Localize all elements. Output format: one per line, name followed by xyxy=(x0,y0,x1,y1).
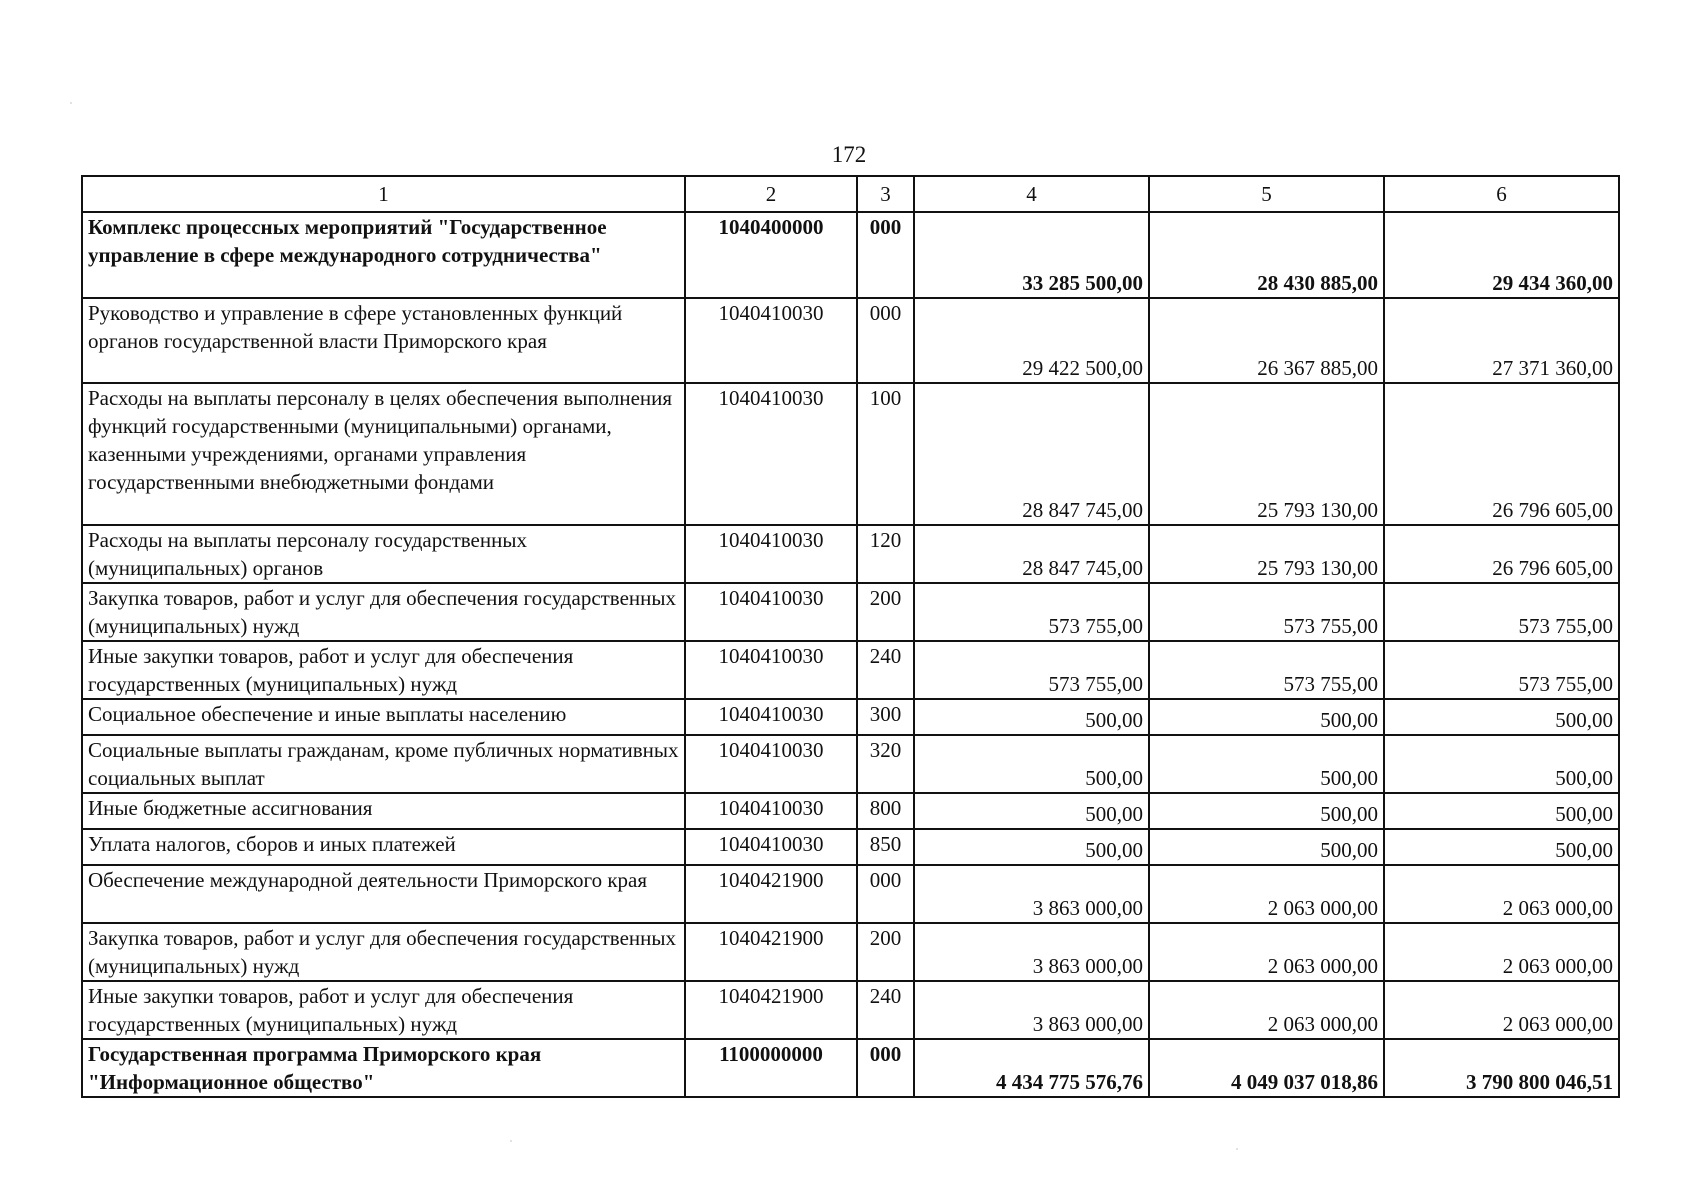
row-amount-col5: 500,00 xyxy=(1149,829,1384,865)
row-amount-col6: 29 434 360,00 xyxy=(1384,212,1619,298)
column-header: 5 xyxy=(1149,176,1384,212)
table-row xyxy=(82,735,1619,793)
scan-speck xyxy=(1236,1148,1238,1150)
table-row xyxy=(82,383,1619,525)
row-expense-type: 200 xyxy=(857,583,914,641)
table-row xyxy=(82,829,1619,865)
row-target-code: 1040410030 xyxy=(685,735,857,793)
row-amount-col6: 26 796 605,00 xyxy=(1384,383,1619,525)
row-expense-type: 320 xyxy=(857,735,914,793)
row-description: Государственная программа Приморского края "Информационное общество" xyxy=(82,1039,685,1097)
row-amount-col5: 2 063 000,00 xyxy=(1149,923,1384,981)
row-description: Комплекс процессных мероприятий "Государственное управление в сфере международного сотрудничества" xyxy=(82,212,685,298)
row-expense-type: 800 xyxy=(857,793,914,829)
row-amount-col5: 28 430 885,00 xyxy=(1149,212,1384,298)
page-number: 172 xyxy=(831,142,867,167)
row-target-code: 1040410030 xyxy=(685,641,857,699)
row-expense-type: 300 xyxy=(857,699,914,735)
row-target-code: 1040421900 xyxy=(685,923,857,981)
row-expense-type: 000 xyxy=(857,865,914,923)
row-description: Расходы на выплаты персоналу в целях обеспечения выполнения функций государственными (муниципальными) органами, казенными учреждениями, органами управления государственными внебюджетными фондами xyxy=(82,383,685,525)
row-amount-col4: 500,00 xyxy=(914,699,1149,735)
row-amount-col5: 2 063 000,00 xyxy=(1149,865,1384,923)
row-amount-col5: 25 793 130,00 xyxy=(1149,383,1384,525)
row-amount-col5: 500,00 xyxy=(1149,735,1384,793)
row-expense-type: 850 xyxy=(857,829,914,865)
row-amount-col6: 2 063 000,00 xyxy=(1384,981,1619,1039)
row-description: Иные бюджетные ассигнования xyxy=(82,793,685,829)
row-target-code: 1040410030 xyxy=(685,699,857,735)
row-target-code: 1040400000 xyxy=(685,212,857,298)
row-target-code: 1040410030 xyxy=(685,298,857,383)
row-amount-col5: 573 755,00 xyxy=(1149,583,1384,641)
column-header: 4 xyxy=(914,176,1149,212)
row-amount-col4: 573 755,00 xyxy=(914,583,1149,641)
table-row xyxy=(82,981,1619,1039)
row-amount-col6: 573 755,00 xyxy=(1384,583,1619,641)
row-amount-col4: 573 755,00 xyxy=(914,641,1149,699)
row-amount-col6: 2 063 000,00 xyxy=(1384,923,1619,981)
row-expense-type: 120 xyxy=(857,525,914,583)
row-target-code: 1040410030 xyxy=(685,383,857,525)
row-amount-col6: 3 790 800 046,51 xyxy=(1384,1039,1619,1097)
row-amount-col4: 500,00 xyxy=(914,735,1149,793)
row-description: Руководство и управление в сфере установленных функций органов государственной власти Приморского края xyxy=(82,298,685,383)
row-target-code: 1040421900 xyxy=(685,865,857,923)
row-amount-col4: 28 847 745,00 xyxy=(914,383,1149,525)
table-row xyxy=(82,793,1619,829)
row-expense-type: 240 xyxy=(857,981,914,1039)
row-target-code: 1040410030 xyxy=(685,583,857,641)
row-target-code: 1100000000 xyxy=(685,1039,857,1097)
row-expense-type: 000 xyxy=(857,1039,914,1097)
table-row xyxy=(82,699,1619,735)
row-expense-type: 200 xyxy=(857,923,914,981)
row-description: Иные закупки товаров, работ и услуг для обеспечения государственных (муниципальных) нужд xyxy=(82,981,685,1039)
table-row xyxy=(82,865,1619,923)
row-target-code: 1040421900 xyxy=(685,981,857,1039)
row-description: Закупка товаров, работ и услуг для обеспечения государственных (муниципальных) нужд xyxy=(82,923,685,981)
row-amount-col6: 500,00 xyxy=(1384,735,1619,793)
row-target-code: 1040410030 xyxy=(685,525,857,583)
table-row xyxy=(82,212,1619,298)
row-amount-col6: 500,00 xyxy=(1384,793,1619,829)
column-header: 1 xyxy=(82,176,685,212)
row-description: Социальное обеспечение и иные выплаты населению xyxy=(82,699,685,735)
row-amount-col5: 573 755,00 xyxy=(1149,641,1384,699)
row-amount-col4: 4 434 775 576,76 xyxy=(914,1039,1149,1097)
row-amount-col4: 3 863 000,00 xyxy=(914,981,1149,1039)
row-target-code: 1040410030 xyxy=(685,829,857,865)
row-expense-type: 240 xyxy=(857,641,914,699)
scan-speck xyxy=(70,102,72,104)
row-amount-col4: 29 422 500,00 xyxy=(914,298,1149,383)
row-description: Закупка товаров, работ и услуг для обеспечения государственных (муниципальных) нужд xyxy=(82,583,685,641)
column-header: 2 xyxy=(685,176,857,212)
row-amount-col5: 4 049 037 018,86 xyxy=(1149,1039,1384,1097)
row-expense-type: 000 xyxy=(857,298,914,383)
row-description: Иные закупки товаров, работ и услуг для обеспечения государственных (муниципальных) нужд xyxy=(82,641,685,699)
column-header: 3 xyxy=(857,176,914,212)
row-amount-col4: 3 863 000,00 xyxy=(914,865,1149,923)
row-amount-col4: 500,00 xyxy=(914,793,1149,829)
row-expense-type: 100 xyxy=(857,383,914,525)
budget-table xyxy=(81,175,1620,1098)
row-amount-col6: 500,00 xyxy=(1384,699,1619,735)
row-amount-col4: 500,00 xyxy=(914,829,1149,865)
table-row xyxy=(82,1039,1619,1097)
column-header: 6 xyxy=(1384,176,1619,212)
row-amount-col4: 33 285 500,00 xyxy=(914,212,1149,298)
table-row xyxy=(82,641,1619,699)
row-expense-type: 000 xyxy=(857,212,914,298)
table-row xyxy=(82,583,1619,641)
row-amount-col5: 500,00 xyxy=(1149,793,1384,829)
table-row xyxy=(82,923,1619,981)
row-amount-col6: 26 796 605,00 xyxy=(1384,525,1619,583)
row-amount-col5: 500,00 xyxy=(1149,699,1384,735)
row-amount-col5: 25 793 130,00 xyxy=(1149,525,1384,583)
table-row xyxy=(82,298,1619,383)
row-amount-col5: 26 367 885,00 xyxy=(1149,298,1384,383)
row-amount-col6: 27 371 360,00 xyxy=(1384,298,1619,383)
row-amount-col6: 500,00 xyxy=(1384,829,1619,865)
row-amount-col4: 3 863 000,00 xyxy=(914,923,1149,981)
table-row xyxy=(82,525,1619,583)
row-amount-col5: 2 063 000,00 xyxy=(1149,981,1384,1039)
row-description: Обеспечение международной деятельности Приморского края xyxy=(82,865,685,923)
row-target-code: 1040410030 xyxy=(685,793,857,829)
row-description: Расходы на выплаты персоналу государственных (муниципальных) органов xyxy=(82,525,685,583)
row-description: Социальные выплаты гражданам, кроме публичных нормативных социальных выплат xyxy=(82,735,685,793)
scan-speck xyxy=(510,1140,512,1142)
table-header-row xyxy=(82,176,1619,212)
row-amount-col4: 28 847 745,00 xyxy=(914,525,1149,583)
row-amount-col6: 2 063 000,00 xyxy=(1384,865,1619,923)
row-amount-col6: 573 755,00 xyxy=(1384,641,1619,699)
row-description: Уплата налогов, сборов и иных платежей xyxy=(82,829,685,865)
